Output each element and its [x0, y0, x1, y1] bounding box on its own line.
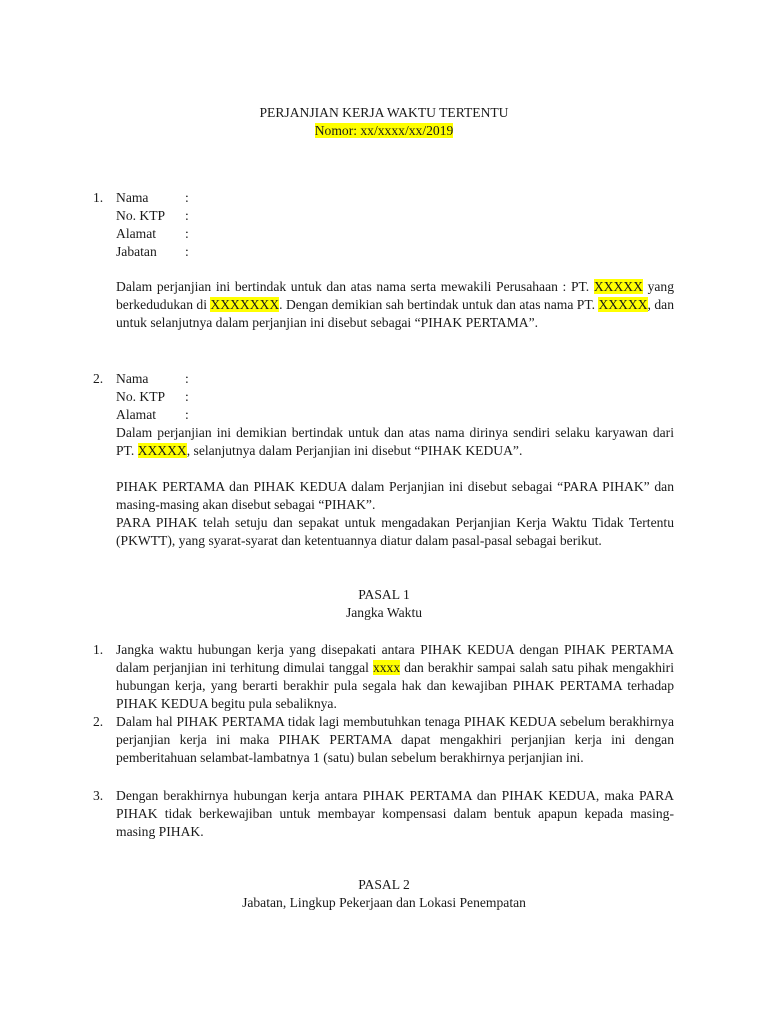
intro-paragraph-1 [116, 478, 674, 514]
title-text: PERJANJIAN KERJA WAKTU TERTENTU [259, 105, 509, 120]
party1-fields [116, 189, 316, 261]
paragraph-text: Dalam perjanjian ini bertindak untuk dan atas nama serta mewakili Perusahaan : PT. [116, 279, 590, 294]
document-number [0, 122, 768, 140]
party1-field-row [116, 207, 316, 225]
party2-paragraph [116, 424, 674, 460]
field-colon: : [185, 244, 189, 259]
field-colon: : [185, 208, 189, 223]
pasal1-item-number: 3. [93, 788, 104, 803]
pasal1-item-number: 2. [93, 714, 104, 729]
party1-field-row [116, 189, 316, 207]
party1-field-row [116, 225, 316, 243]
field-colon: : [185, 226, 189, 241]
paragraph-text: Dalam perjanjian ini demikian bertindak untuk dan atas nama dirinya sendiri selaku karyawan dari PT. [116, 425, 674, 458]
pasal1-item-number: 1. [93, 642, 104, 657]
item-text: dan berakhir sampai salah satu pihak mengakhiri hubungan kerja, yang berarti berakhir pula segala hak dan kewajiban PIHAK PERTAMA terhadap PIHAK KEDUA begitu pula sebaliknya. [116, 660, 674, 711]
item-text: Jangka waktu hubungan kerja yang disepakati antara PIHAK KEDUA dengan PIHAK PERTAMA dalam perjanjian ini terhitung dimulai tanggal [116, 642, 674, 675]
paragraph-text: , dan untuk selanjutnya dalam perjanjian ini disebut sebagai “PIHAK PERTAMA”. [116, 297, 674, 330]
party2-number: 2. [93, 371, 104, 386]
paragraph-text: , selanjutnya dalam Perjanjian ini disebut “PIHAK KEDUA”. [186, 443, 523, 458]
party2-field-row [116, 370, 316, 388]
field-label: Alamat [116, 226, 157, 241]
pasal1-item [116, 713, 674, 767]
heading-text: PASAL 2 [358, 877, 410, 892]
company-placeholder: XXXXX [598, 297, 648, 312]
location-placeholder: XXXXXXX [210, 297, 280, 312]
field-colon: : [185, 371, 189, 386]
field-label: Nama [116, 190, 149, 205]
pasal1-heading [0, 586, 768, 604]
company-placeholder: XXXXX [593, 279, 643, 294]
item-text: Dalam hal PIHAK PERTAMA tidak lagi membutuhkan tenaga PIHAK KEDUA sebelum berakhirnya perjanjian kerja ini maka PIHAK PERTAMA dapat mengakhiri perjanjian kerja ini dengan pemberitahuan selambat-lambatnya 1 (satu) bulan sebelum berakhirnya perjanjian ini. [116, 714, 674, 765]
party1-number: 1. [93, 190, 104, 205]
intro-paragraph-2 [116, 514, 674, 550]
paragraph-text: . Dengan demikian sah bertindak untuk dan atas nama PT. [279, 297, 599, 312]
party2-field-row [116, 406, 316, 424]
pasal1-subheading [0, 604, 768, 622]
field-colon: : [185, 407, 189, 422]
pasal1-item [116, 787, 674, 841]
subheading-text: Jangka Waktu [345, 605, 423, 620]
heading-text: PASAL 1 [358, 587, 410, 602]
field-label: No. KTP [116, 208, 166, 223]
paragraph-text: yang berkedudukan di [116, 279, 674, 312]
paragraph-text: PIHAK PERTAMA dan PIHAK KEDUA dalam Perjanjian ini disebut sebagai “PARA PIHAK” dan masing-masing akan disebut sebagai “PIHAK”. [116, 479, 674, 512]
document-title [0, 104, 768, 122]
number-text: Nomor: xx/xxxx/xx/2019 [314, 123, 454, 138]
field-label: Alamat [116, 407, 157, 422]
field-label: Nama [116, 371, 149, 386]
party1-field-row [116, 243, 316, 261]
field-colon: : [185, 389, 189, 404]
item-text: Dengan berakhirnya hubungan kerja antara PIHAK PERTAMA dan PIHAK KEDUA, maka PARA PIHAK tidak berkewajiban untuk membayar kompensasi dalam bentuk apapun kepada masing-masing PIHAK. [116, 788, 674, 839]
field-label: Jabatan [116, 244, 157, 259]
field-label: No. KTP [116, 389, 166, 404]
pasal2-heading [0, 876, 768, 894]
party2-field-row [116, 388, 316, 406]
field-colon: : [185, 190, 189, 205]
party1-paragraph [116, 278, 674, 332]
party2-fields [116, 370, 316, 424]
company-placeholder: XXXXX [137, 443, 187, 458]
pasal2-subheading [0, 894, 768, 912]
pasal1-item [116, 641, 674, 713]
subheading-text: Jabatan, Lingkup Pekerjaan dan Lokasi Penempatan [242, 895, 526, 910]
paragraph-text: PARA PIHAK telah setuju dan sepakat untuk mengadakan Perjanjian Kerja Waktu Tidak Tertentu (PKWTT), yang syarat-syarat dan ketentuannya diatur dalam pasal-pasal sebagai berikut. [116, 515, 674, 548]
date-placeholder: xxxx [372, 660, 401, 675]
